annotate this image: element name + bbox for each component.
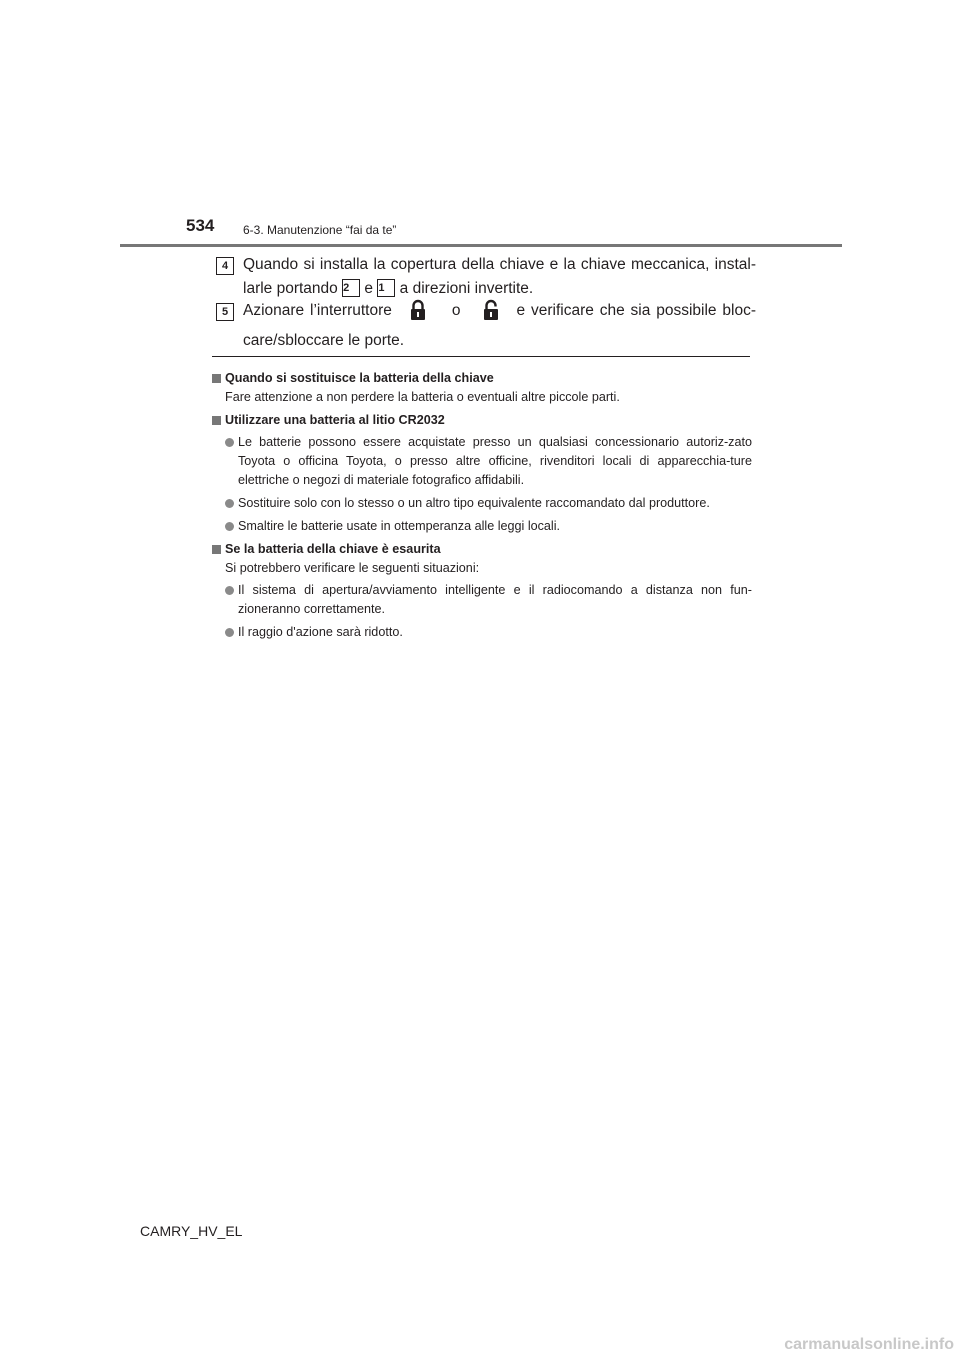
model-code: CAMRY_HV_EL <box>140 1223 243 1239</box>
header-rule <box>120 244 842 247</box>
circle-bullet-icon <box>225 628 234 637</box>
circle-bullet-icon <box>225 438 234 447</box>
section-rule <box>212 356 750 357</box>
step-text: Azionare l’interruttore o e verificare che sia possibile bloc-care/sbloccare le porte. <box>243 299 756 353</box>
note-text: Fare attenzione a non perdere la batteria o eventuali altre piccole parti. <box>225 390 620 404</box>
watermark: carmanualsonline.info <box>784 1336 954 1353</box>
unlock-icon <box>483 299 499 329</box>
square-bullet-icon <box>212 416 221 425</box>
note-text: Si potrebbero verificare le seguenti situazioni: <box>225 561 480 575</box>
step-number: 4 <box>216 257 234 275</box>
step-5 <box>216 299 756 353</box>
note-title: Quando si sostituisce la batteria della chiave <box>212 369 752 388</box>
list-item: Il sistema di apertura/avviamento intelligente e il radiocomando a distanza non fun-zioneranno correttamente. <box>212 581 752 619</box>
step-number: 5 <box>216 303 234 321</box>
circle-bullet-icon <box>225 586 234 595</box>
note-title: Se la batteria della chiave è esaurita <box>212 540 752 559</box>
lock-icon <box>410 299 426 329</box>
list-item: Sostituire solo con lo stesso o un altro tipo equivalente raccomandato dal produttore. <box>212 494 752 513</box>
notes-section <box>212 365 752 646</box>
list-item: Il raggio d'azione sarà ridotto. <box>212 623 752 642</box>
section-title: 6-3. Manutenzione “fai da te” <box>243 223 397 237</box>
square-bullet-icon <box>212 545 221 554</box>
page-number: 534 <box>186 216 215 235</box>
step-text: Quando si installa la copertura della chiave e la chiave meccanica, instal-larle portando 2 e 1 a direzioni invertite. <box>243 256 756 297</box>
step-ref-2: 2 <box>342 279 360 297</box>
circle-bullet-icon <box>225 522 234 531</box>
step-4 <box>216 253 756 301</box>
circle-bullet-icon <box>225 499 234 508</box>
square-bullet-icon <box>212 374 221 383</box>
note-title: Utilizzare una batteria al litio CR2032 <box>212 411 752 430</box>
step-ref-1: 1 <box>377 279 395 297</box>
list-item: Le batterie possono essere acquistate presso un qualsiasi concessionario autoriz-zato Toyota o officina Toyota, o presso altre officine, rivenditori locali di apparecchia-ture elettriche o negozi di materiale fotografico affidabili. <box>212 433 752 490</box>
list-item: Smaltire le batterie usate in ottemperanza alle leggi locali. <box>212 517 752 536</box>
